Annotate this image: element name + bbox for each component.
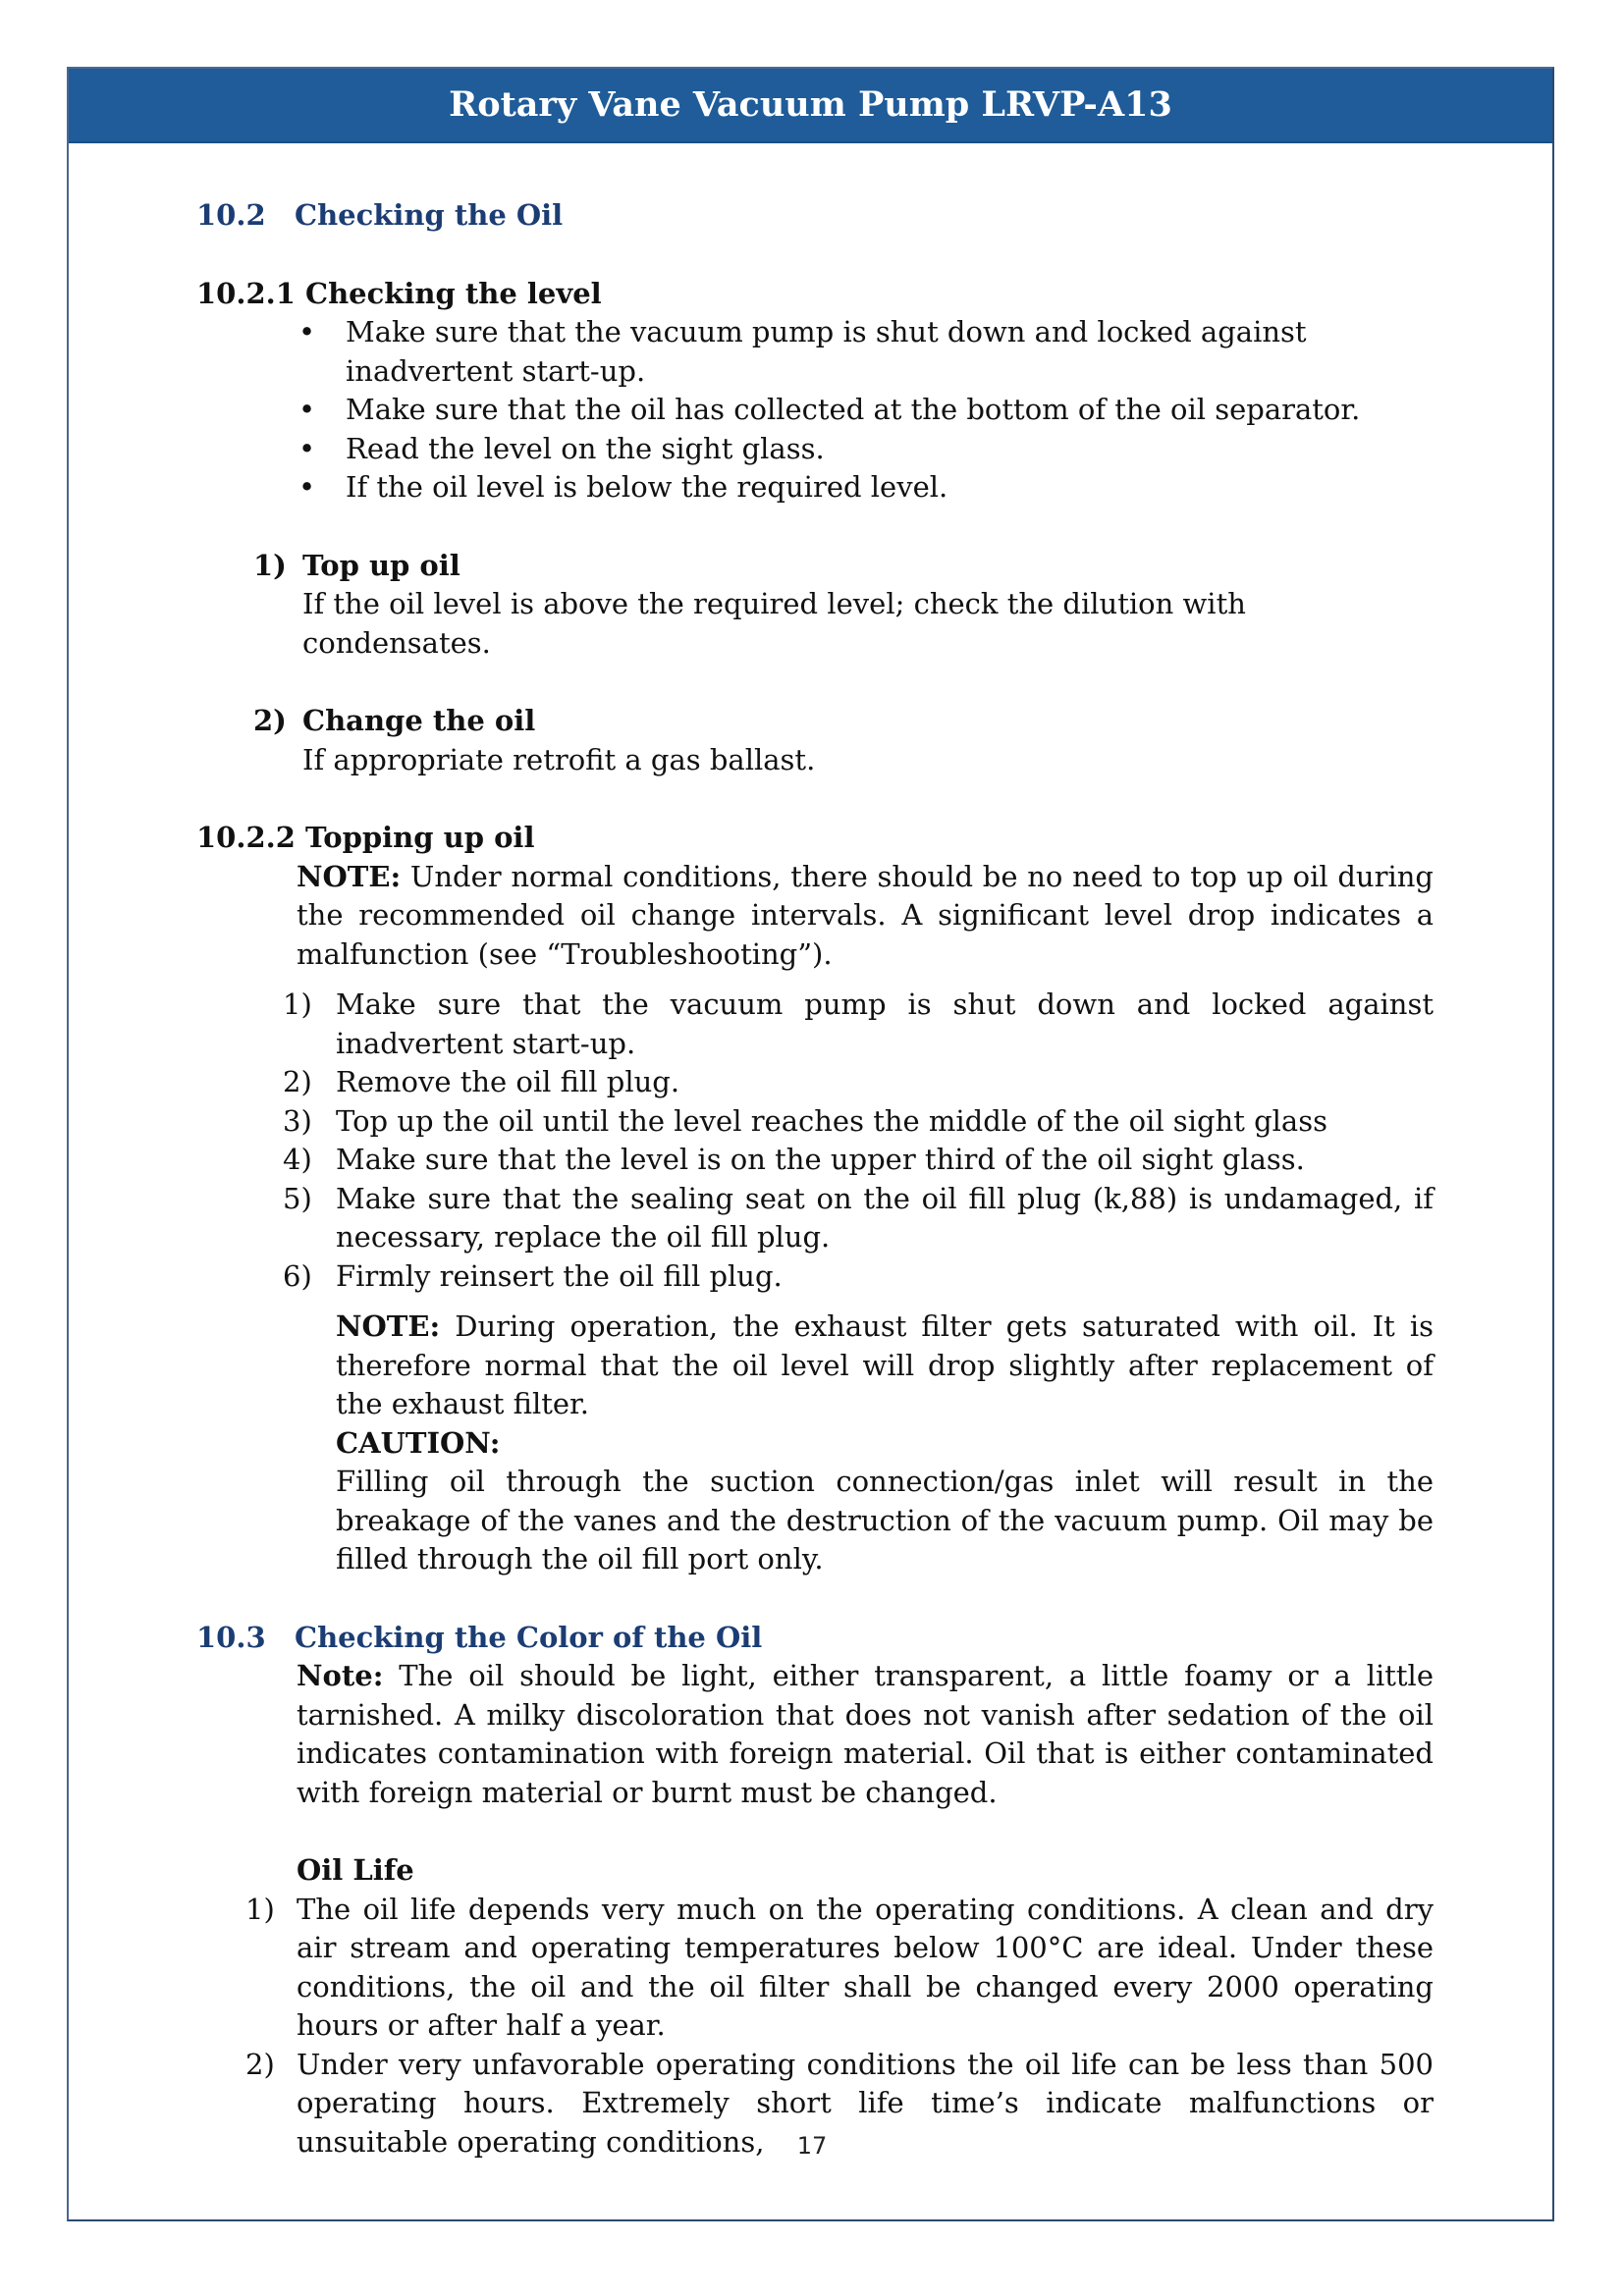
section-number: 10.3: [196, 1620, 266, 1654]
step-change-oil-text: If appropriate retrofit a gas ballast.: [302, 742, 816, 776]
bullet-icon: •: [298, 431, 316, 465]
bullet-icon: •: [298, 393, 316, 426]
oil-life-heading: Oil Life: [297, 1853, 414, 1887]
subsection-heading-10-2-2: 10.2.2 Topping up oil: [196, 821, 535, 854]
list-item: 2) Remove the oil fill plug.: [283, 1065, 680, 1098]
bullet-icon: •: [298, 470, 316, 504]
bullet-icon: •: [298, 315, 316, 348]
document-title: Rotary Vane Vacuum Pump LRVP-A13: [449, 84, 1172, 125]
list-item: 4) Make sure that the level is on the upper third of the oil sight glass.: [283, 1143, 1305, 1176]
step-change-oil: 2) Change the oil: [253, 704, 536, 737]
list-item: • Read the level on the sight glass.: [196, 430, 1434, 469]
list-item: 6) Firmly reinsert the oil fill plug.: [283, 1258, 783, 1293]
section-heading-10-3: [196, 1619, 1434, 1658]
section-heading-10-2: [196, 196, 1434, 236]
section-title: Checking the Oil: [295, 198, 564, 232]
subsection-heading-10-2-1: 10.2.1 Checking the level: [196, 276, 602, 310]
topping-note: NOTE: Under normal conditions, there should be no need to top up oil during the recommended oil change intervals. A significant level drop indicates a malfunction (see “Troubleshooting”).: [297, 859, 1434, 971]
section-number: 10.2: [196, 198, 266, 232]
color-note: Note: The oil should be light, either transparent, a little foamy or a little tarnished. A milky discoloration that does not vanish after sedation of the oil indicates contamination with foreign material. Oil that is either contaminated with foreign material or burnt must be changed.: [297, 1659, 1434, 1809]
list-item: • If the oil level is below the required level.: [196, 468, 1434, 507]
page-content: [196, 196, 1434, 2162]
caution-label: CAUTION:: [336, 1425, 501, 1460]
list-item: 2) Under very unfavorable operating conditions the oil life can be less than 500 operating hours. Extremely short life time’s indicate malfunctions or unsuitable operating conditions,: [245, 2047, 1434, 2159]
list-item: 1) Make sure that the vacuum pump is shut down and locked against inadvertent start-up.: [283, 988, 1434, 1060]
page-number: 17: [796, 2132, 828, 2160]
step-top-up-oil: 1) Top up oil: [253, 548, 460, 582]
section-title: Checking the Color of the Oil: [295, 1620, 763, 1654]
list-item: 5) Make sure that the sealing seat on the oil fill plug (k,88) is undamaged, if necessary, replace the oil fill plug.: [283, 1181, 1434, 1254]
document-header: [69, 69, 1552, 143]
caution-text: Filling oil through the suction connection/gas inlet will result in the breakage of the vanes and the destruction of the vacuum pump. Oil may be filled through the oil fill port only.: [336, 1465, 1434, 1575]
step-top-up-oil-text: If the oil level is above the required level; check the dilution with condensates.: [302, 587, 1246, 660]
list-item: • Make sure that the oil has collected at the bottom of the oil separator.: [196, 391, 1434, 430]
oil-life-list: [196, 1891, 1434, 2163]
list-item: • Make sure that the vacuum pump is shut down and locked against inadvertent start-up.: [298, 315, 1307, 388]
topping-steps-list: [196, 986, 1434, 1296]
list-item: 3) Top up the oil until the level reaches the middle of the oil sight glass: [283, 1103, 1327, 1138]
list-item: 1) The oil life depends very much on the operating conditions. A clean and dry air stream and operating temperatures below 100°C are ideal. Under these conditions, the oil and the oil filter shall be changed every 2000 operating hours or after half a year.: [245, 1892, 1434, 2042]
exhaust-filter-note: NOTE: During operation, the exhaust filter gets saturated with oil. It is therefore normal that the oil level will drop slightly after replacement of the exhaust filter.: [336, 1309, 1434, 1420]
checking-level-bullets: [196, 313, 1434, 507]
